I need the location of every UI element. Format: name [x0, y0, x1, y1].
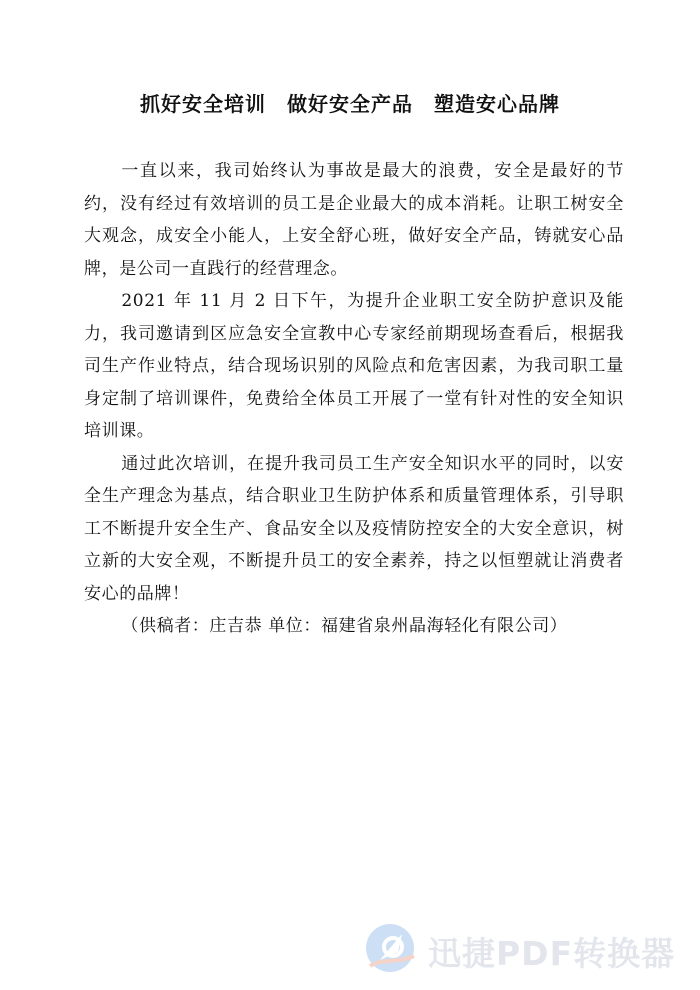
paragraph-1: 一直以来，我司始终认为事故是最大的浪费，安全是最好的节约，没有经过有效培训的员工是企业最大的成本消耗。让职工树安全大观念，成安全小能人，上安全舒心班，做好安全产品，铸就安心品牌，是公司一直践行的经营理念。	[84, 161, 624, 279]
pdf-converter-logo-icon	[362, 918, 422, 978]
watermark-text: 迅捷PDF转换器	[428, 934, 676, 973]
paragraph-2: 2021 年 11 月 2 日下午，为提升企业职工安全防护意识及能力，我司邀请到区应急安全宣教中心专家经前期现场查看后，根据我司生产作业特点，结合现场识别的风险点和危害因素，为我司职工量身定制了培训课件，免费给全体员工开展了一堂有针对性的安全知识培训课。	[84, 291, 624, 441]
document-title: 抓好安全培训 做好安全产品 塑造安心品牌	[140, 92, 560, 116]
author-credit: （供稿者：庄吉恭 单位：福建省泉州晶海轻化有限公司）	[121, 616, 568, 636]
watermark	[362, 918, 692, 978]
document-body	[84, 155, 624, 643]
paragraph-3: 通过此次培训，在提升我司员工生产安全知识水平的同时，以安全生产理念为基点，结合职业卫生防护体系和质量管理体系，引导职工不断提升安全生产、食品安全以及疫情防控安全的大安全意识，树立新的大安全观，不断提升员工的安全素养，持之以恒塑就让消费者安心的品牌！	[84, 453, 624, 604]
